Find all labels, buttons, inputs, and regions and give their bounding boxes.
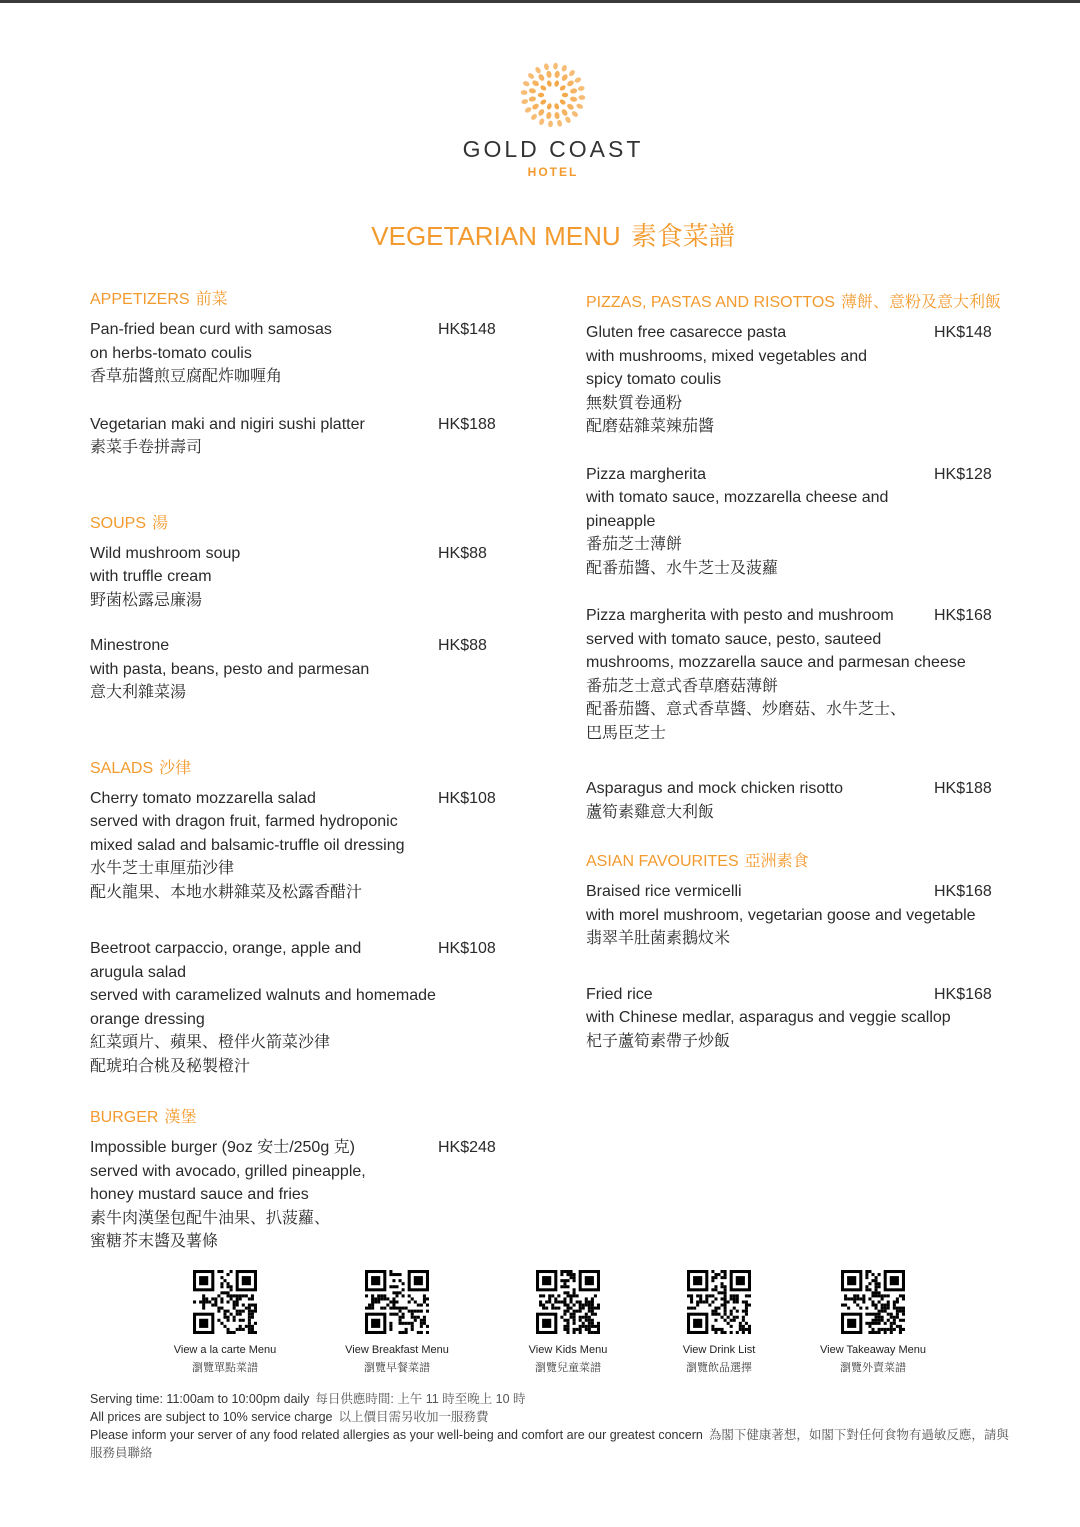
item-name: Minestrone xyxy=(90,637,170,654)
item-description: honey mustard sauce and fries xyxy=(90,1186,309,1203)
qr-drink-list[interactable] xyxy=(644,1270,794,1375)
allergy-zh: 為閣下健康著想，如閣下對任何食物有過敏反應，請與服務員聯絡 xyxy=(90,1428,1009,1460)
qr-code-icon[interactable] xyxy=(687,1270,751,1334)
item-description-zh: 番茄芝士薄餅 xyxy=(586,536,683,553)
brand-name: GOLD COAST xyxy=(462,136,644,162)
item-description: served with caramelized walnuts and homemade xyxy=(90,987,436,1004)
qr-takeaway[interactable] xyxy=(798,1270,948,1375)
section-title xyxy=(90,757,510,781)
menu-item xyxy=(90,787,510,905)
section-pizzas-pastas-risottos xyxy=(586,291,1026,824)
menu-item xyxy=(90,1136,510,1254)
qr-label: View Kids Menu xyxy=(528,1344,608,1356)
item-price: HK$188 xyxy=(438,415,496,433)
item-name: Beetroot carpaccio, orange, apple and xyxy=(90,940,362,957)
section-title-zh: 沙律 xyxy=(159,759,192,777)
item-description-zh: 香草茄醬煎豆腐配炸咖喱角 xyxy=(90,368,283,385)
item-description: served with dragon fruit, farmed hydroponic xyxy=(90,813,398,830)
qr-code-icon[interactable] xyxy=(365,1270,429,1334)
item-name: Pizza margherita with pesto and mushroom xyxy=(586,607,894,624)
menu-item xyxy=(586,777,1026,824)
item-price: HK$108 xyxy=(438,789,496,807)
item-price: HK$88 xyxy=(438,637,487,654)
item-name: Braised rice vermicelli xyxy=(586,883,742,900)
item-description: on herbs-tomato coulis xyxy=(90,344,252,362)
item-description-zh: 素牛肉漢堡包配牛油果、扒菠蘿、 xyxy=(90,1209,331,1227)
serving-time-en: Serving time: 11:00am to 10:00pm daily xyxy=(90,1392,310,1406)
qr-label: View Takeaway Menu xyxy=(820,1344,926,1356)
section-soups xyxy=(90,512,510,705)
qr-kids[interactable] xyxy=(493,1270,643,1375)
item-description-zh: 翡翠羊肚菌素鵝炆米 xyxy=(586,930,731,947)
item-name: Pan-fried bean curd with samosas xyxy=(90,321,332,338)
menu-item xyxy=(586,880,1026,951)
qr-code-icon[interactable] xyxy=(193,1270,257,1334)
item-name: Fried rice xyxy=(586,985,653,1003)
qr-label: View Breakfast Menu xyxy=(345,1344,449,1356)
item-description: with pasta, beans, pesto and parmesan xyxy=(90,660,370,678)
item-description: with morel mushroom, vegetarian goose and vegetable xyxy=(586,906,976,924)
section-title xyxy=(90,1106,510,1130)
item-description-zh: 紅菜頭片、蘋果、橙伴火箭菜沙律 xyxy=(90,1034,331,1051)
item-name: Gluten free casarecce pasta xyxy=(586,324,787,341)
item-price: HK$88 xyxy=(438,544,487,562)
qr-label: View a la carte Menu xyxy=(173,1344,277,1356)
service-charge-zh: 以上價目需另收加一服務費 xyxy=(338,1410,489,1424)
item-description: mixed salad and balsamic-truffle oil dressing xyxy=(90,836,405,854)
serving-time-zh: 每日供應時間: 上午 11 時至晚上 10 時 xyxy=(315,1392,526,1406)
item-description-zh: 配磨菇雜菜辣茄醬 xyxy=(586,418,715,435)
item-description: arugula salad xyxy=(90,963,187,981)
section-title-zh: 前菜 xyxy=(195,291,228,308)
menu-item xyxy=(586,321,1026,439)
item-description-zh: 無麩質卷通粉 xyxy=(586,394,683,412)
item-description-zh: 番茄芝士意式香草磨菇薄餅 xyxy=(586,677,779,695)
item-price: HK$128 xyxy=(934,465,992,483)
top-border xyxy=(0,0,1080,3)
item-name: Wild mushroom soup xyxy=(90,544,241,562)
item-description-zh: 杞子蘆筍素帶子炒飯 xyxy=(586,1032,731,1050)
section-title-zh: 薄餅、意粉及意大利飯 xyxy=(840,294,1001,311)
item-name: Cherry tomato mozzarella salad xyxy=(90,789,316,807)
item-price: HK$108 xyxy=(438,940,496,957)
section-title-zh: 湯 xyxy=(152,514,169,532)
item-description-zh: 配番茄醬、水牛芝士及菠蘿 xyxy=(586,559,779,577)
section-title-en: APPETIZERS xyxy=(90,291,190,308)
section-burger xyxy=(90,1106,510,1254)
item-description: with mushrooms, mixed vegetables and xyxy=(586,347,868,365)
page-title-en: VEGETARIAN MENU xyxy=(371,221,621,251)
menu-item xyxy=(90,318,510,389)
section-asian-favourites xyxy=(586,850,1026,1053)
item-description-zh: 配番茄醬、意式香草醬、炒磨菇、水牛芝士、 xyxy=(586,701,907,718)
item-description: with truffle cream xyxy=(90,568,212,585)
serving-time-note xyxy=(90,1390,1020,1408)
page-title-zh: 素食菜譜 xyxy=(630,221,735,251)
service-charge-note xyxy=(90,1408,1020,1426)
section-appetizers xyxy=(90,288,510,460)
qr-label: View Drink List xyxy=(682,1344,756,1356)
item-name: Impossible burger (9oz 安士/250g 克) xyxy=(90,1139,356,1156)
allergy-en: Please inform your server of any food related allergies as your well-being and comfort are our greatest concern xyxy=(90,1428,703,1442)
section-title-en: BURGER xyxy=(90,1109,159,1126)
item-description: served with tomato sauce, pesto, sauteed xyxy=(586,630,882,648)
section-title-en: PIZZAS, PASTAS AND RISOTTOS xyxy=(586,294,835,311)
qr-breakfast[interactable] xyxy=(322,1270,472,1375)
page-title xyxy=(0,216,1080,253)
item-description-zh: 水牛芝士車厘茄沙律 xyxy=(90,860,235,877)
allergy-note xyxy=(90,1426,1020,1462)
menu-item xyxy=(586,604,1026,745)
item-description-zh: 野菌松露忌廉湯 xyxy=(90,591,203,609)
hotel-logo xyxy=(440,60,666,179)
item-price: HK$168 xyxy=(934,607,992,624)
item-description-zh: 配火龍果、本地水耕雜菜及松露香醋汁 xyxy=(90,883,363,901)
menu-item xyxy=(90,413,510,460)
item-name: Vegetarian maki and nigiri sushi platter xyxy=(90,415,365,433)
qr-label-zh: 瀏覽早餐菜譜 xyxy=(364,1362,430,1374)
item-description: orange dressing xyxy=(90,1010,205,1028)
item-price: HK$168 xyxy=(934,883,992,900)
qr-label-zh: 瀏覽飲品選擇 xyxy=(686,1362,752,1374)
right-column xyxy=(586,291,1026,1053)
item-description-zh: 意大利雜菜湯 xyxy=(90,684,187,701)
brand-subtitle: HOTEL xyxy=(527,165,579,179)
item-description: served with avocado, grilled pineapple, xyxy=(90,1162,366,1180)
qr-a-la-carte[interactable] xyxy=(150,1270,300,1375)
service-charge-en: All prices are subject to 10% service charge xyxy=(90,1410,333,1424)
item-description: mushrooms, mozzarella sauce and parmesan cheese xyxy=(586,654,966,671)
sun-flower-icon xyxy=(518,60,588,130)
item-description: spicy tomato coulis xyxy=(586,371,722,388)
item-price: HK$248 xyxy=(438,1139,496,1156)
menu-item xyxy=(90,937,510,1078)
menu-item xyxy=(586,463,1026,581)
item-description-zh: 配琥珀合桃及秘製橙汁 xyxy=(90,1057,251,1075)
section-title-en: SALADS xyxy=(90,759,154,777)
item-description-zh: 素菜手卷拼壽司 xyxy=(90,439,203,456)
item-price: HK$168 xyxy=(934,985,992,1003)
qr-label-zh: 瀏覽外賣菜譜 xyxy=(840,1362,906,1374)
section-title-zh: 漢堡 xyxy=(164,1109,197,1126)
menu-item xyxy=(90,542,510,613)
section-title xyxy=(90,512,510,536)
item-description-zh: 巴馬臣芝士 xyxy=(586,724,667,742)
item-name: Asparagus and mock chicken risotto xyxy=(586,780,844,797)
footer-notes xyxy=(90,1390,1020,1462)
menu-item xyxy=(586,983,1026,1054)
item-description: with Chinese medlar, asparagus and veggie scallop xyxy=(586,1009,951,1026)
section-title-en: ASIAN FAVOURITES xyxy=(586,853,739,870)
item-description: with tomato sauce, mozzarella cheese and xyxy=(586,489,889,506)
qr-code-icon[interactable] xyxy=(841,1270,905,1334)
item-description: pineapple xyxy=(586,512,656,530)
left-column xyxy=(90,288,510,1254)
section-title xyxy=(586,291,1026,315)
section-title xyxy=(90,288,510,312)
section-title-en: SOUPS xyxy=(90,514,147,532)
item-description-zh: 蜜糖芥末醬及薯條 xyxy=(90,1233,219,1250)
section-title xyxy=(586,850,1026,874)
qr-label-zh: 瀏覽單點菜譜 xyxy=(192,1362,258,1374)
section-salads xyxy=(90,757,510,1079)
menu-item xyxy=(90,634,510,705)
section-title-zh: 亞洲素食 xyxy=(744,853,809,870)
item-name: Pizza margherita xyxy=(586,465,707,483)
item-price: HK$148 xyxy=(934,324,992,341)
item-price: HK$148 xyxy=(438,321,496,338)
qr-code-icon[interactable] xyxy=(536,1270,600,1334)
qr-label-zh: 瀏覽兒童菜譜 xyxy=(535,1362,601,1374)
item-description-zh: 蘆筍素雞意大利飯 xyxy=(586,803,715,821)
item-price: HK$188 xyxy=(934,780,992,797)
